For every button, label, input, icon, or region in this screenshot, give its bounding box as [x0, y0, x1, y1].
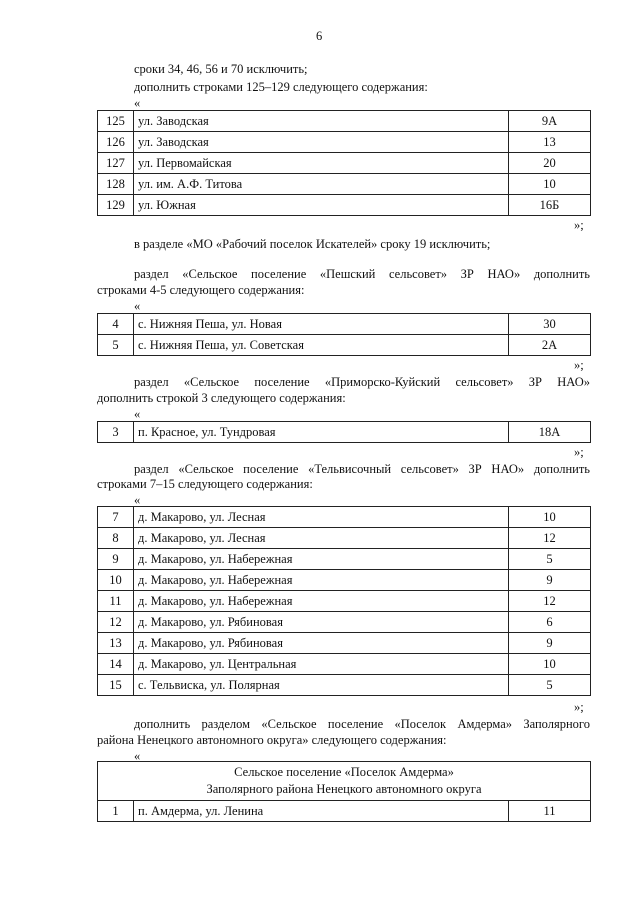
paragraph-primorsko-line-1: раздел «Сельское поселение «Приморско-Куйский сельсовет» ЗР НАО» [134, 375, 590, 389]
paragraph-peshsky-line-1: раздел «Сельское поселение «Пешский сельсовет» ЗР НАО» дополнить [134, 267, 590, 281]
address-cell: д. Макарово, ул. Лесная [134, 528, 509, 549]
table-row [98, 591, 591, 612]
address-cell: д. Макарово, ул. Рябиновая [134, 612, 509, 633]
row-number: 8 [98, 528, 134, 549]
row-number: 1 [98, 801, 134, 822]
address-cell: ул. Южная [134, 195, 509, 216]
row-number: 5 [98, 335, 134, 356]
value-cell: 10 [509, 507, 591, 528]
close-quote: »; [574, 218, 584, 232]
value-cell: 9 [509, 633, 591, 654]
address-cell: д. Макарово, ул. Лесная [134, 507, 509, 528]
close-quote: »; [574, 358, 584, 372]
open-quote: « [134, 299, 141, 313]
address-cell: п. Амдерма, ул. Ленина [134, 801, 509, 822]
page-number: 6 [316, 29, 323, 43]
address-cell: с. Тельвиска, ул. Полярная [134, 675, 509, 696]
value-cell: 5 [509, 549, 591, 570]
table-row [98, 612, 591, 633]
table-row [98, 570, 591, 591]
value-cell: 2А [509, 335, 591, 356]
table-peshsky [97, 313, 591, 356]
row-number: 11 [98, 591, 134, 612]
open-quote: « [134, 96, 141, 110]
table-row [98, 132, 591, 153]
paragraph-primorsko-line-2: дополнить строкой 3 следующего содержания: [97, 391, 346, 405]
table-row [98, 174, 591, 195]
table-primorsko [97, 421, 591, 443]
value-cell: 12 [509, 528, 591, 549]
table-row [98, 507, 591, 528]
row-number: 4 [98, 314, 134, 335]
address-cell: с. Нижняя Пеша, ул. Новая [134, 314, 509, 335]
address-cell: ул. Первомайская [134, 153, 509, 174]
table-row [98, 801, 591, 822]
row-number: 129 [98, 195, 134, 216]
intro-line-2: дополнить строками 125–129 следующего содержания: [134, 80, 428, 94]
row-number: 13 [98, 633, 134, 654]
table-row [98, 633, 591, 654]
value-cell: 10 [509, 654, 591, 675]
row-number: 14 [98, 654, 134, 675]
close-quote: »; [574, 445, 584, 459]
value-cell: 13 [509, 132, 591, 153]
paragraph-iskateley: в разделе «МО «Рабочий поселок Искателей» сроку 19 исключить; [134, 237, 491, 251]
open-quote: « [134, 749, 141, 763]
row-number: 125 [98, 111, 134, 132]
open-quote: « [134, 493, 141, 507]
table-telviska [97, 506, 591, 696]
close-quote: »; [574, 700, 584, 714]
table-streets-125-129 [97, 110, 591, 216]
paragraph-amderma-line-1: дополнить разделом «Сельское поселение «Поселок Амдерма» Заполярного [134, 717, 590, 731]
value-cell: 10 [509, 174, 591, 195]
value-cell: 11 [509, 801, 591, 822]
row-number: 128 [98, 174, 134, 195]
address-cell: п. Красное, ул. Тундровая [134, 422, 509, 443]
value-cell: 18А [509, 422, 591, 443]
address-cell: ул. Заводская [134, 132, 509, 153]
table-row [98, 335, 591, 356]
address-cell: д. Макарово, ул. Рябиновая [134, 633, 509, 654]
table-row [98, 549, 591, 570]
address-cell: с. Нижняя Пеша, ул. Советская [134, 335, 509, 356]
address-cell: д. Макарово, ул. Центральная [134, 654, 509, 675]
paragraph-telviska-line-2: строками 7–15 следующего содержания: [97, 477, 313, 491]
table-row [98, 111, 591, 132]
header-line-1: Сельское поселение «Поселок Амдерма» [234, 765, 454, 779]
value-cell: 9А [509, 111, 591, 132]
address-cell: ул. им. А.Ф. Титова [134, 174, 509, 195]
value-cell: 6 [509, 612, 591, 633]
table-row [98, 675, 591, 696]
row-number: 12 [98, 612, 134, 633]
row-number: 3 [98, 422, 134, 443]
paragraph-peshsky-line-2: строками 4-5 следующего содержания: [97, 283, 305, 297]
intro-line-1: сроки 34, 46, 56 и 70 исключить; [134, 62, 308, 76]
table-row [98, 153, 591, 174]
address-cell: д. Макарово, ул. Набережная [134, 591, 509, 612]
open-quote: « [134, 407, 141, 421]
row-number: 7 [98, 507, 134, 528]
header-line-2: Заполярного района Ненецкого автономного округа [206, 782, 482, 796]
address-cell: ул. Заводская [134, 111, 509, 132]
row-number: 15 [98, 675, 134, 696]
row-number: 10 [98, 570, 134, 591]
value-cell: 16Б [509, 195, 591, 216]
row-number: 126 [98, 132, 134, 153]
table-amderma [97, 761, 591, 822]
table-header-row [98, 762, 591, 801]
paragraph-amderma-line-2: района Ненецкого автономного округа» следующего содержания: [97, 733, 447, 747]
table-row [98, 314, 591, 335]
table-row [98, 195, 591, 216]
table-row [98, 528, 591, 549]
value-cell: 30 [509, 314, 591, 335]
paragraph-telviska-line-1: раздел «Сельское поселение «Тельвисочный сельсовет» ЗР НАО» дополнить [134, 462, 590, 476]
table-row [98, 422, 591, 443]
table-header-cell [98, 762, 591, 801]
value-cell: 12 [509, 591, 591, 612]
value-cell: 5 [509, 675, 591, 696]
address-cell: д. Макарово, ул. Набережная [134, 549, 509, 570]
row-number: 127 [98, 153, 134, 174]
value-cell: 20 [509, 153, 591, 174]
address-cell: д. Макарово, ул. Набережная [134, 570, 509, 591]
value-cell: 9 [509, 570, 591, 591]
table-row [98, 654, 591, 675]
row-number: 9 [98, 549, 134, 570]
